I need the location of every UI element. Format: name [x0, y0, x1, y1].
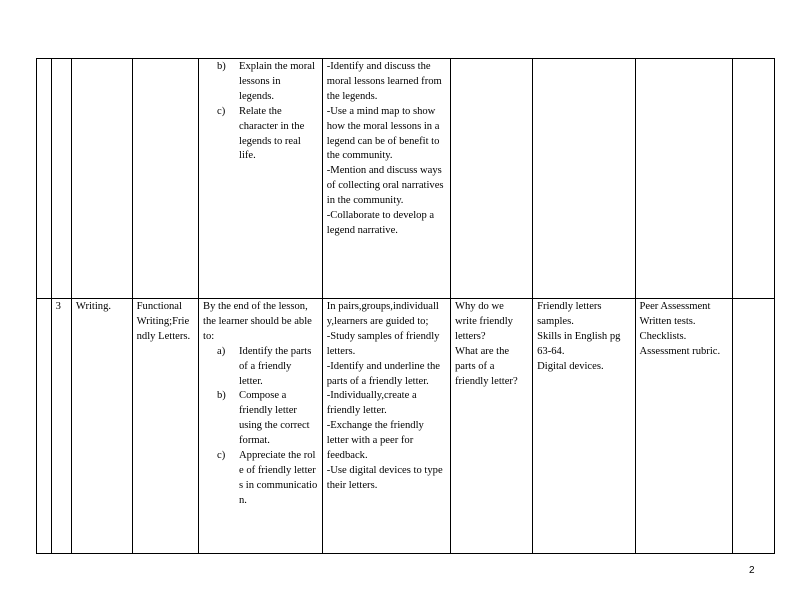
experience-item: -Use digital devices to type their letters. — [326, 464, 443, 491]
learning-experiences-cell — [322, 299, 450, 554]
assessment-cell — [635, 299, 733, 554]
resource-item: Friendly letters samples. — [537, 301, 602, 327]
experience-item: -Study samples of friendly letters. — [326, 330, 440, 357]
outcome-list — [203, 60, 318, 164]
week-cell — [37, 59, 52, 299]
scheme-of-work-table — [36, 58, 775, 554]
outcome-item: b) Compose a friendly letter using the correct format. — [217, 390, 310, 447]
week-cell — [37, 299, 52, 554]
experience-item: In pairs,groups,individually,learners are guided to; — [326, 301, 439, 327]
assessment-item: Written tests. — [639, 315, 696, 327]
outcome-item: a) Identify the parts of a friendly letter. — [217, 345, 312, 387]
inquiry-questions-cell — [451, 299, 533, 554]
outcome-item: c) Relate the character in the legends to real life. — [217, 105, 305, 162]
remarks-cell — [733, 59, 775, 299]
experience-item: -Individually,create a friendly letter. — [326, 390, 417, 417]
assessment-item: Assessment rubric. — [639, 345, 721, 357]
sub-strand-cell — [132, 59, 198, 299]
experience-item: -Use a mind map to show how the moral lessons in a legend can be of benefit to the community. — [326, 105, 440, 162]
outcomes-intro: By the end of the lesson, the learner should be able to: — [203, 301, 312, 342]
resources-cell — [533, 59, 635, 299]
table-row — [37, 299, 775, 554]
outcome-list — [203, 345, 318, 509]
experience-item: -Mention and discuss ways of collecting oral narratives in the community. — [326, 165, 444, 207]
assessment-item: Checklists. — [639, 330, 687, 342]
learning-experiences-cell — [322, 59, 450, 299]
inquiry-question: Why do we write friendly letters? — [455, 301, 513, 342]
lesson-cell: 3 — [51, 299, 71, 554]
assessment-cell — [635, 59, 733, 299]
resource-item: Skills in English pg 63-64. — [537, 330, 621, 357]
experience-item: -Identify and underline the parts of a friendly letter. — [326, 360, 441, 387]
outcome-item: c) Appreciate the role of friendly letters in communication. — [217, 450, 318, 506]
learning-outcomes-cell — [199, 299, 323, 554]
table-row — [37, 59, 775, 299]
experience-item: -Exchange the friendly letter with a peer for feedback. — [326, 420, 424, 462]
remarks-cell — [733, 299, 775, 554]
experience-item: -Collaborate to develop a legend narrative. — [326, 210, 435, 236]
inquiry-questions-cell — [451, 59, 533, 299]
resource-item: Digital devices. — [537, 360, 604, 372]
experience-item: -Identify and discuss the moral lessons learned from the legends. — [326, 61, 442, 102]
assessment-item: Peer Assessment — [639, 301, 711, 312]
lesson-cell — [51, 59, 71, 299]
learning-outcomes-cell — [199, 59, 323, 299]
strand-cell — [71, 59, 132, 299]
strand-cell: Writing. — [71, 299, 132, 554]
inquiry-question: What are the parts of a friendly letter? — [455, 345, 518, 387]
sub-strand-cell: Functional Writing;Friendly Letters. — [132, 299, 198, 554]
page-number: 2 — [749, 565, 755, 576]
outcome-item: b) Explain the moral lessons in legends. — [217, 61, 315, 102]
resources-cell — [533, 299, 635, 554]
